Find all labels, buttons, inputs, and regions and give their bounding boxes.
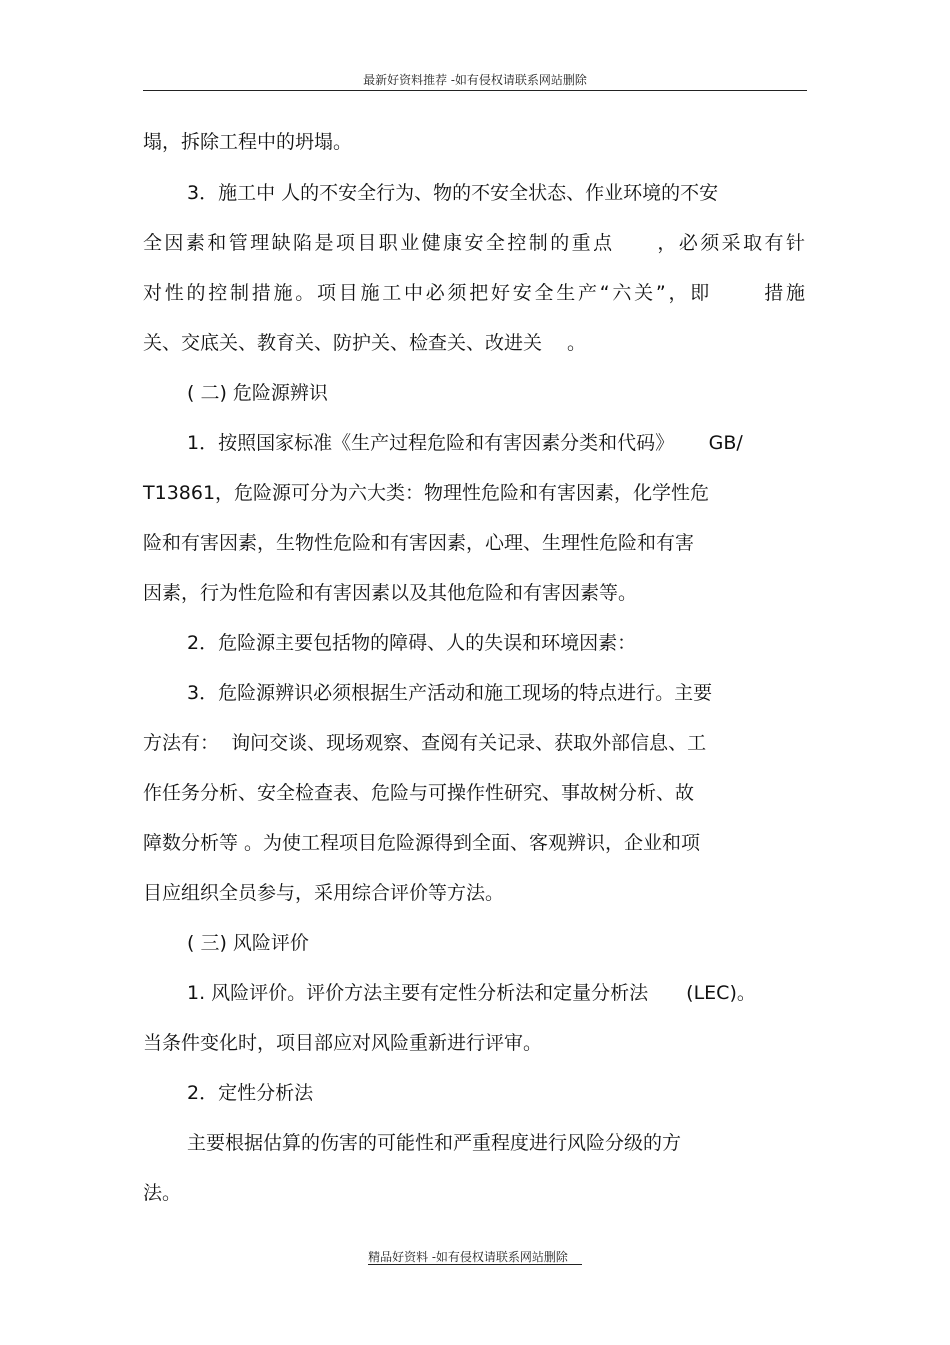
text-line: 方法有： 询问交谈、现场观察、查阅有关记录、获取外部信息、工 <box>143 732 707 754</box>
footer-text: 精品好资料 -如有侵权请联系网站删除 <box>368 1250 582 1265</box>
section-heading: ( 二) 危险源辨识 <box>187 382 328 404</box>
page-footer <box>0 1248 950 1266</box>
text-line: 3．危险源辨识必须根据生产活动和施工现场的特点进行。主要 <box>187 682 713 704</box>
text-line: 当条件变化时，项目部应对风险重新进行评审。 <box>143 1032 543 1054</box>
text-line: 险和有害因素，生物性危险和有害因素，心理、生理性危险和有害 <box>143 532 695 554</box>
text-line: 主要根据估算的伤害的可能性和严重程度进行风险分级的方 <box>187 1132 682 1154</box>
text-line: 障数分析等 。为使工程项目危险源得到全面、客观辨识，企业和项 <box>143 832 701 854</box>
section-heading: 2．定性分析法 <box>187 1082 314 1104</box>
text-line: 2．危险源主要包括物的障碍、人的失误和环境因素： <box>187 632 637 654</box>
text-line: 3．施工中 人的不安全行为、物的不安全状态、作业环境的不安 <box>187 182 719 204</box>
text-line: 作任务分析、安全检查表、危险与可操作性研究、事故树分析、故 <box>143 782 695 804</box>
text-line: 对性的控制措施。项目施工中必须把好安全生产“六关”，即 措施 <box>143 282 805 304</box>
text-line: 塌，拆除工程中的坍塌。 <box>143 131 353 153</box>
text-line: 目应组织全员参与，采用综合评价等方法。 <box>143 882 505 904</box>
text-line: 因素，行为性危险和有害因素以及其他危险和有害因素等。 <box>143 582 638 604</box>
text-line: 1．按照国家标准《生产过程危险和有害因素分类和代码》 GB∕ <box>187 432 743 454</box>
section-heading: ( 三) 风险评价 <box>187 932 309 954</box>
text-line: T13861，危险源可分为六大类：物理性危险和有害因素，化学性危 <box>143 482 710 504</box>
page-header: 最新好资料推荐 -如有侵权请联系网站删除 <box>143 70 807 91</box>
text-line: 法。 <box>143 1182 182 1204</box>
text-line: 全因素和管理缺陷是项目职业健康安全控制的重点 ，必须采取有针 <box>143 232 805 254</box>
text-line: 1. 风险评价。评价方法主要有定性分析法和定量分析法 (LEC)。 <box>187 982 756 1004</box>
text-line: 关、交底关、教育关、防护关、检查关、改进关 。 <box>143 332 587 354</box>
